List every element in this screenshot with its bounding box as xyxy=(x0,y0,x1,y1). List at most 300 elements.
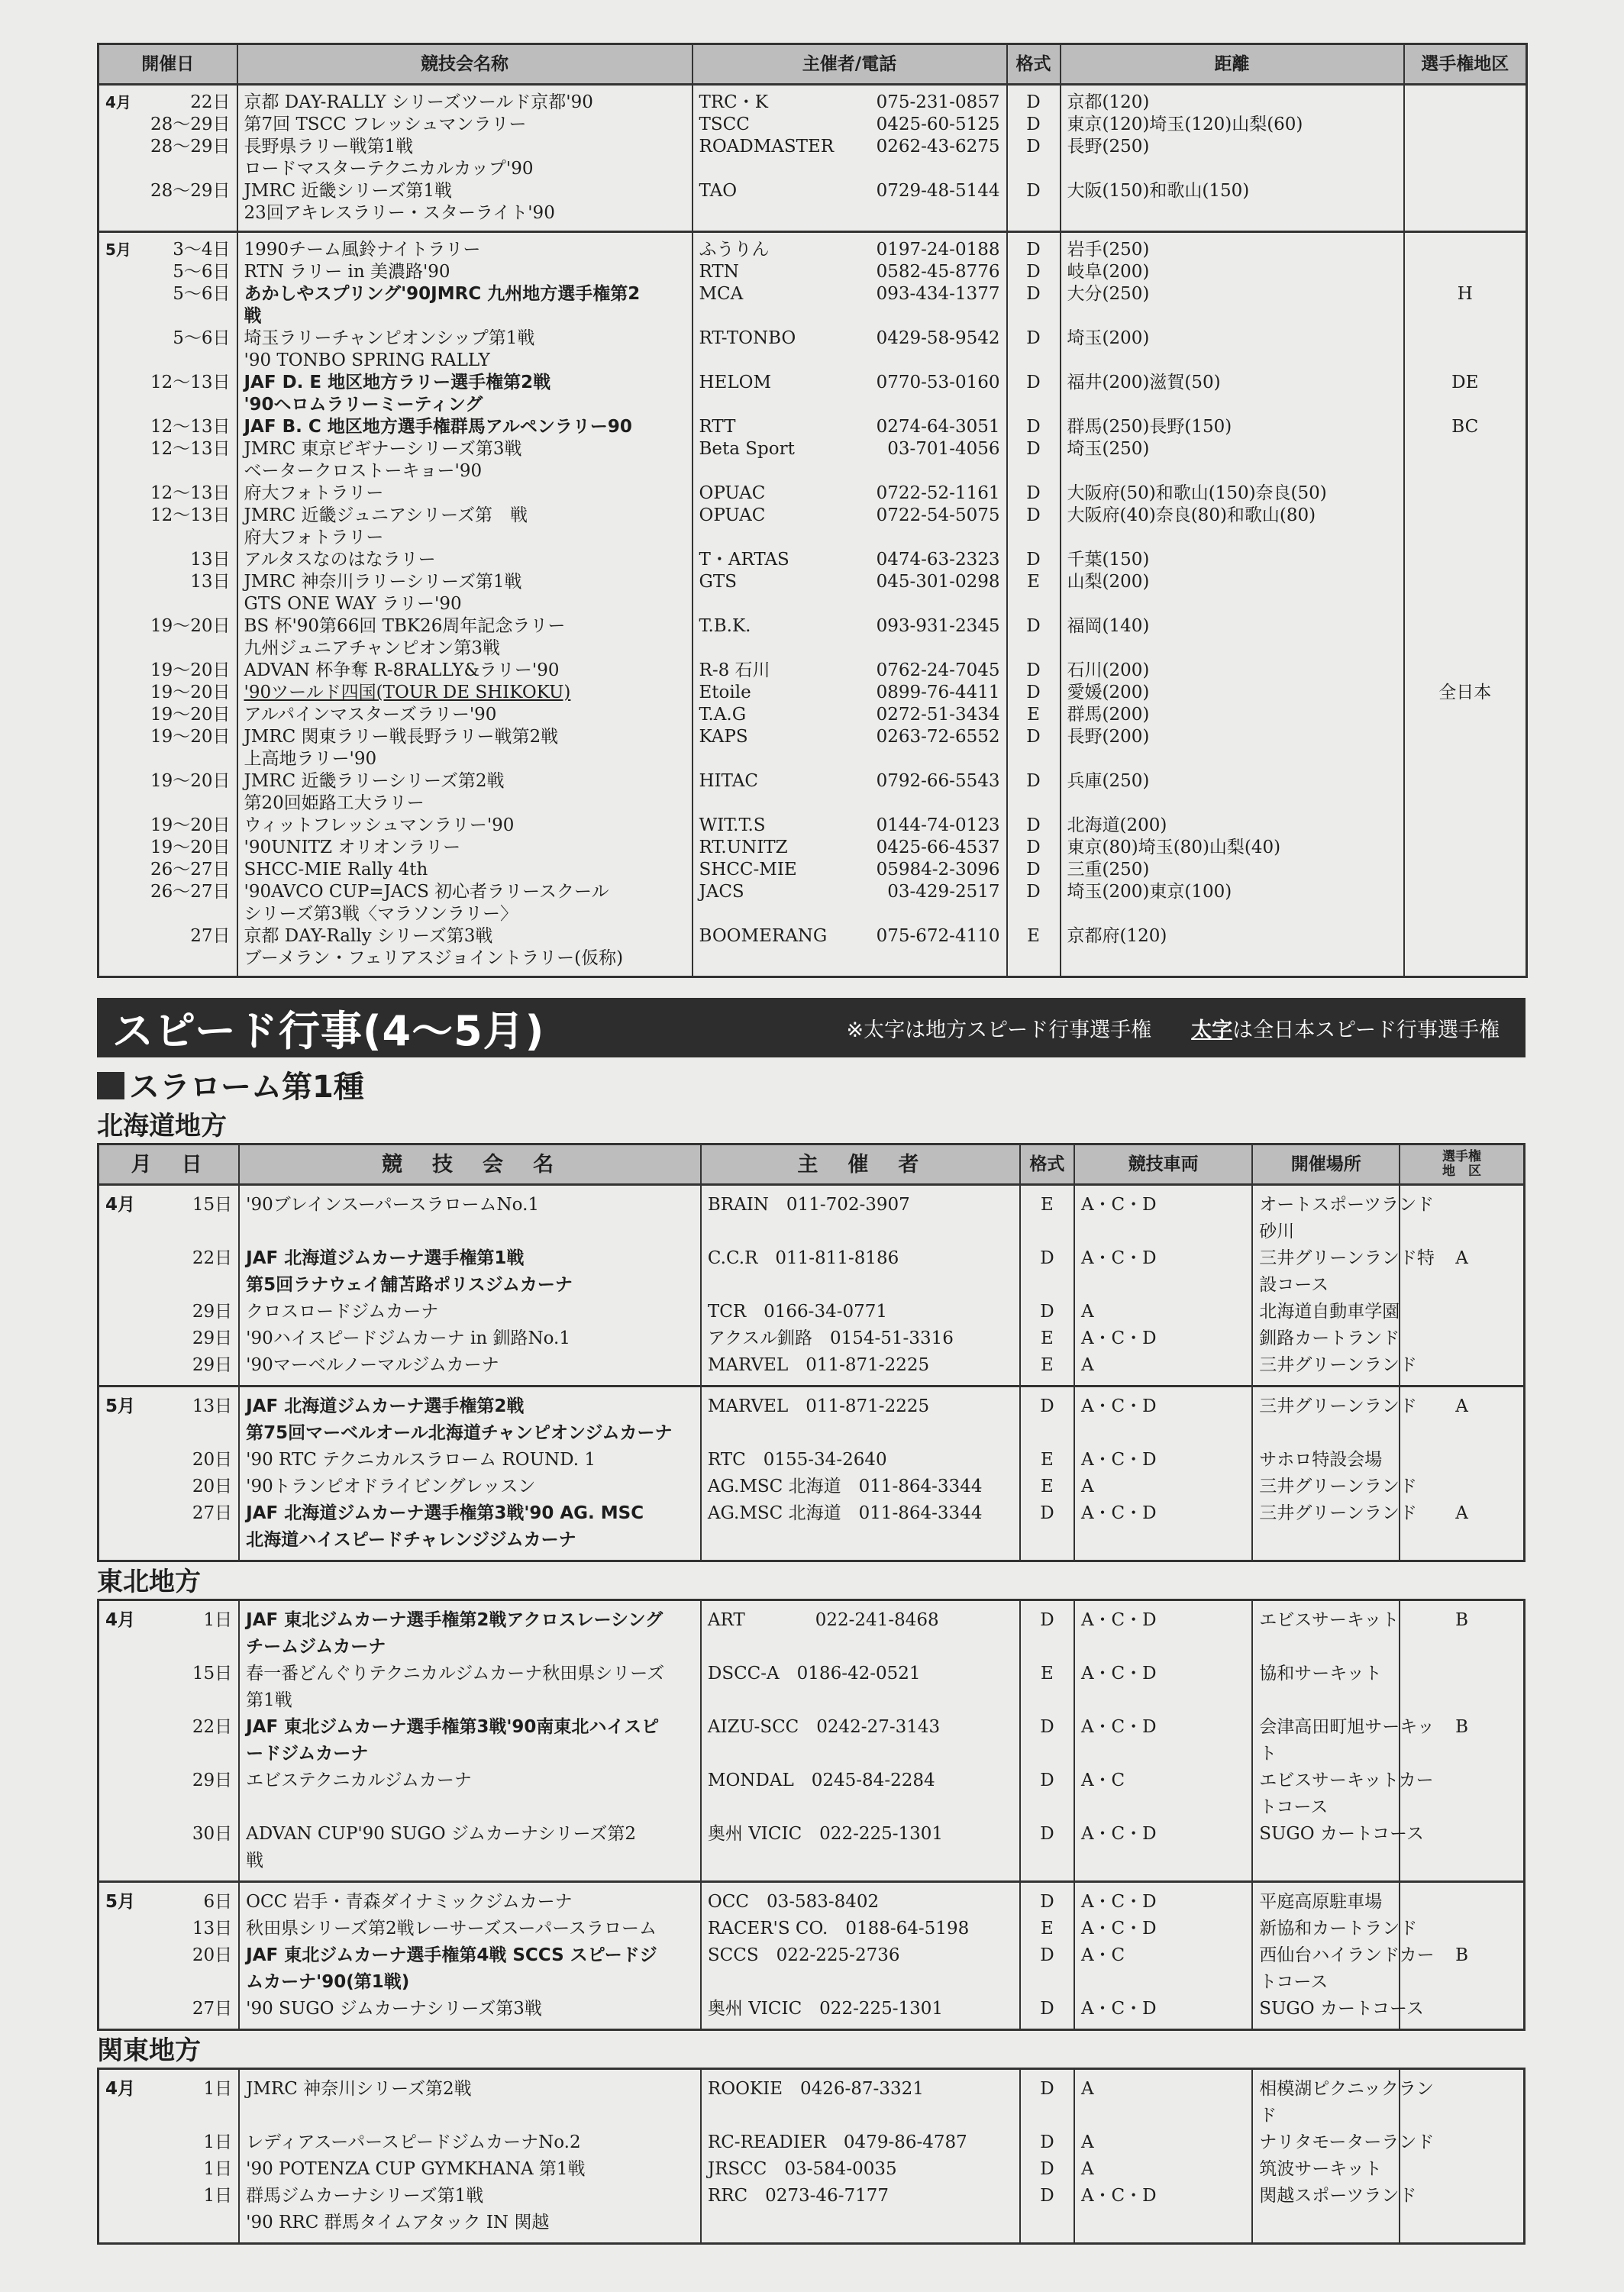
text-line: RTN ラリー in 美濃路'90 xyxy=(244,262,450,282)
rally-row xyxy=(98,283,1527,328)
text-line: 春一番どんぐりテクニカルジムカーナ秋田県シリーズ xyxy=(246,1664,665,1683)
text-line: 関越スポーツランド xyxy=(1259,2186,1417,2206)
text-line: 戦 xyxy=(244,306,262,326)
date-cell xyxy=(98,1767,240,1821)
organizer-name: TRC・K xyxy=(699,92,768,112)
banner-note-regional: ※太字は地方スピード行事選手権 xyxy=(846,1018,1152,1042)
event-name-cell xyxy=(237,859,693,881)
date-wrap xyxy=(105,283,231,305)
date-cell xyxy=(98,881,237,925)
car-class-cell: A・C・D xyxy=(1074,1996,1252,2030)
rally-row xyxy=(98,483,1527,505)
text-line: 第5回ラナウェイ舗苫路ポリスジムカーナ xyxy=(246,1275,573,1295)
date-cell xyxy=(98,114,237,136)
format-cell: D xyxy=(1007,438,1061,483)
text-line: 第75回マーベルオール北海道チャンピオンジムカーナ xyxy=(246,1423,673,1443)
region-cell xyxy=(1404,770,1527,815)
organizer-name: OPUAC xyxy=(699,483,766,503)
car-class-cell: A xyxy=(1074,2129,1252,2156)
text-line: 三井グリーンランド xyxy=(1259,1396,1417,1416)
venue-cell xyxy=(1252,1299,1400,1325)
organizer-phone: 075-672-4110 xyxy=(876,926,1000,946)
event-name-cell xyxy=(237,372,693,416)
car-class-cell: A xyxy=(1074,1474,1252,1500)
organizer-cell: JRSCC 03-584-0035 xyxy=(701,2156,1020,2183)
day-label: 1日 xyxy=(203,2159,233,2179)
event-name-cell xyxy=(237,483,693,505)
rally-row xyxy=(98,328,1527,372)
organizer-wrap xyxy=(699,180,1000,202)
organizer-phone: 05984-2-3096 xyxy=(876,860,1000,880)
day-label: 15日 xyxy=(192,1664,233,1683)
day-label: 20日 xyxy=(192,1450,233,1470)
car-class-cell: A・C・D xyxy=(1074,1600,1252,1661)
text-line: SUGO カートコース xyxy=(1259,1824,1424,1844)
rally-row xyxy=(98,180,1527,232)
speed-header-cell: 主 催 者 xyxy=(701,1144,1020,1185)
speed-table xyxy=(97,1599,1526,2031)
organizer-wrap xyxy=(699,372,1000,394)
distance-cell: 東京(120)埼玉(120)山梨(60) xyxy=(1061,114,1404,136)
date-wrap xyxy=(105,2156,232,2183)
text-line: 長野県ラリー戦第1戦 xyxy=(244,137,414,157)
distance-cell: 三重(250) xyxy=(1061,859,1404,881)
speed-header-cell: 月 日 xyxy=(98,1144,240,1185)
text-line: BS 杯'90第66回 TBK26周年記念ラリー xyxy=(244,616,566,636)
format-cell: D xyxy=(1020,2069,1074,2130)
text-line: JAF D. E 地区地方ラリー選手権第2戦 xyxy=(244,373,551,392)
region-cell: A xyxy=(1400,1500,1524,1561)
format-cell: D xyxy=(1007,549,1061,571)
text-line: SHCC-MIE Rally 4th xyxy=(244,860,428,880)
format-cell: E xyxy=(1007,571,1061,615)
text-line: OCC 岩手・青森ダイナミックジムカーナ xyxy=(246,1892,573,1912)
organizer-phone: 0722-54-5075 xyxy=(876,505,1000,525)
speed-row xyxy=(98,1500,1525,1561)
distance-cell: 群馬(200) xyxy=(1061,704,1404,726)
text-line: '90トランピオドライビングレッスン xyxy=(246,1477,536,1496)
date-cell xyxy=(98,549,237,571)
organizer-name: RTN xyxy=(699,262,739,282)
date-cell xyxy=(98,1996,240,2030)
day-label: 1日 xyxy=(203,2132,233,2152)
text-line: アルタスなのはなラリー xyxy=(244,550,436,570)
text-line: '90ブレインスーパースラロームNo.1 xyxy=(246,1195,540,1215)
region-cell xyxy=(1400,1185,1524,1246)
rally-row xyxy=(98,726,1527,770)
speed-row xyxy=(98,1714,1525,1767)
format-cell: D xyxy=(1007,505,1061,549)
rally-row xyxy=(98,571,1527,615)
rally-header-cell: 開催日 xyxy=(98,44,237,85)
region-cell xyxy=(1404,726,1527,770)
organizer-phone: 0792-66-5543 xyxy=(876,771,1000,791)
car-class-cell: A xyxy=(1074,2069,1252,2130)
text-line: 九州ジュニアチャンピオン第3戦 xyxy=(244,638,500,658)
speed-row xyxy=(98,2069,1525,2130)
date-cell xyxy=(98,85,237,115)
event-name-cell xyxy=(237,660,693,682)
text-line: JAF 北海道ジムカーナ選手権第2戦 xyxy=(246,1396,525,1416)
date-wrap xyxy=(105,438,231,460)
date-cell xyxy=(98,1245,240,1299)
organizer-cell xyxy=(693,815,1007,837)
rally-row xyxy=(98,416,1527,438)
date-wrap xyxy=(105,261,231,283)
day-label: 27日 xyxy=(192,1503,233,1523)
date-cell xyxy=(98,1882,240,1916)
text-line: 三井グリーンランド xyxy=(1259,1503,1417,1523)
region-cell xyxy=(1404,837,1527,859)
rally-row xyxy=(98,261,1527,283)
date-cell xyxy=(98,770,237,815)
region-cell: 全日本 xyxy=(1404,682,1527,704)
organizer-phone: 03-701-4056 xyxy=(887,439,1000,459)
region-cell xyxy=(1404,815,1527,837)
organizer-cell: AG.MSC 北海道 011-864-3344 xyxy=(701,1500,1020,1561)
date-wrap xyxy=(105,1299,232,1325)
day-label: 22日 xyxy=(192,1717,233,1737)
organizer-cell xyxy=(693,438,1007,483)
rally-header-cell: 距離 xyxy=(1061,44,1404,85)
organizer-name: KAPS xyxy=(699,727,748,747)
day-label: 13日 xyxy=(192,1396,233,1416)
organizer-cell: 奥州 VICIC 022-225-1301 xyxy=(701,1821,1020,1882)
text-line: ド xyxy=(1259,2106,1277,2126)
date-wrap xyxy=(105,2076,232,2103)
day-label: 12〜13日 xyxy=(150,439,231,459)
organizer-name: GTS xyxy=(699,572,737,592)
organizer-name: HELOM xyxy=(699,373,772,392)
date-wrap xyxy=(105,770,231,793)
format-cell: D xyxy=(1007,859,1061,881)
region-cell xyxy=(1404,261,1527,283)
day-label: 28〜29日 xyxy=(150,181,231,201)
date-cell xyxy=(98,1821,240,1882)
date-cell xyxy=(98,283,237,328)
rally-row xyxy=(98,704,1527,726)
speed-row xyxy=(98,1821,1525,1882)
text-line: 23回アキレスラリー・スターライト'90 xyxy=(244,203,555,223)
organizer-cell xyxy=(693,925,1007,977)
text-line: ADVAN 杯争奪 R-8RALLY&ラリー'90 xyxy=(244,660,560,680)
format-cell: D xyxy=(1007,232,1061,262)
text-line: トコース xyxy=(1259,1797,1329,1817)
distance-cell: 埼玉(250) xyxy=(1061,438,1404,483)
venue-cell xyxy=(1252,1661,1400,1714)
text-line: 筑波サーキット xyxy=(1259,2159,1382,2179)
venue-cell xyxy=(1252,1352,1417,1386)
speed-row xyxy=(98,2156,1525,2183)
distance-cell: 大阪(150)和歌山(150) xyxy=(1061,180,1404,232)
region-cell xyxy=(1404,328,1527,372)
format-cell: E xyxy=(1020,1447,1074,1474)
organizer-cell: RRC 0273-46-7177 xyxy=(701,2183,1020,2244)
organizer-wrap xyxy=(699,726,1000,748)
organizer-phone: 0274-64-3051 xyxy=(876,417,1000,437)
organizer-phone: 093-931-2345 xyxy=(876,616,1000,636)
distance-cell: 千葉(150) xyxy=(1061,549,1404,571)
month-label: 4月 xyxy=(105,1195,136,1215)
organizer-wrap xyxy=(699,549,1000,571)
day-label: 28〜29日 xyxy=(150,115,231,134)
format-cell: E xyxy=(1020,1661,1074,1714)
date-cell xyxy=(98,483,237,505)
region-cell xyxy=(1404,859,1527,881)
date-wrap xyxy=(105,859,231,881)
text-line: エビステクニカルジムカーナ xyxy=(246,1771,472,1790)
date-cell xyxy=(98,571,237,615)
rally-row xyxy=(98,682,1527,704)
text-line: '90 SUGO ジムカーナシリーズ第3戦 xyxy=(246,1999,542,2019)
rally-row xyxy=(98,505,1527,549)
text-line: '90 POTENZA CUP GYMKHANA 第1戦 xyxy=(246,2159,586,2179)
format-cell: D xyxy=(1007,881,1061,925)
speed-row xyxy=(98,1386,1525,1448)
date-wrap xyxy=(105,1767,232,1794)
event-name-cell xyxy=(237,505,693,549)
speed-row xyxy=(98,1661,1525,1714)
rally-row xyxy=(98,232,1527,262)
car-class-cell: A・C・D xyxy=(1074,1916,1252,1942)
organizer-wrap xyxy=(699,815,1000,837)
organizer-phone: 0144-74-0123 xyxy=(876,815,1000,835)
format-cell: D xyxy=(1007,726,1061,770)
organizer-cell xyxy=(693,770,1007,815)
text-line: 府大フォトラリー xyxy=(244,528,384,547)
car-class-cell: A・C xyxy=(1074,1942,1252,1996)
date-cell xyxy=(98,328,237,372)
rally-header-cell: 格式 xyxy=(1007,44,1061,85)
day-label: 26〜27日 xyxy=(150,860,231,880)
rally-row xyxy=(98,615,1527,660)
date-wrap xyxy=(105,1714,232,1741)
organizer-cell: MARVEL 011-871-2225 xyxy=(701,1386,1020,1448)
speed-row xyxy=(98,1325,1525,1352)
date-cell xyxy=(98,1185,240,1246)
organizer-cell: TCR 0166-34-0771 xyxy=(701,1299,1020,1325)
format-cell: D xyxy=(1007,815,1061,837)
text-line: JMRC 神奈川ラリーシリーズ第1戦 xyxy=(244,572,522,592)
region-cell: A xyxy=(1400,1245,1524,1299)
distance-cell: 京都府(120) xyxy=(1061,925,1404,977)
organizer-cell xyxy=(693,483,1007,505)
organizer-phone: 0582-45-8776 xyxy=(876,262,1000,282)
day-label: 12〜13日 xyxy=(150,483,231,503)
organizer-phone: 0722-52-1161 xyxy=(876,483,1000,503)
text-line: 会津高田町旭サーキッ xyxy=(1259,1717,1435,1737)
region-cell xyxy=(1404,571,1527,615)
text-line: JMRC 近畿シリーズ第1戦 xyxy=(244,181,452,201)
organizer-cell: AIZU-SCC 0242-27-3143 xyxy=(701,1714,1020,1767)
organizer-phone: 0429-58-9542 xyxy=(876,328,1000,348)
day-label: 19〜20日 xyxy=(150,616,231,636)
distance-cell: 福岡(140) xyxy=(1061,615,1404,660)
organizer-phone: 093-434-1377 xyxy=(876,284,1000,304)
organizer-name: TSCC xyxy=(699,115,750,134)
region-cell xyxy=(1404,438,1527,483)
date-wrap xyxy=(105,372,231,394)
text-line: 埼玉ラリーチャンピオンシップ第1戦 xyxy=(244,328,535,348)
car-class-cell: A・C・D xyxy=(1074,1661,1252,1714)
text-line: JMRC 近畿ジュニアシリーズ第 戦 xyxy=(244,505,528,525)
text-line: ウィットフレッシュマンラリー'90 xyxy=(244,815,515,835)
date-cell xyxy=(98,704,237,726)
venue-cell xyxy=(1252,1942,1435,1996)
region-cell xyxy=(1400,1474,1524,1500)
event-name-cell xyxy=(237,571,693,615)
day-label: 27日 xyxy=(192,1999,233,2019)
text-line: 第20回姫路工大ラリー xyxy=(244,793,425,813)
venue-cell xyxy=(1252,1600,1400,1661)
day-label: 19〜20日 xyxy=(150,838,231,857)
rally-row xyxy=(98,136,1527,180)
event-name-cell xyxy=(237,615,693,660)
region-cell xyxy=(1400,1447,1524,1474)
banner-note-rest: は全日本スピード行事選手権 xyxy=(1232,1018,1500,1042)
format-cell: D xyxy=(1007,416,1061,438)
organizer-name: HITAC xyxy=(699,771,758,791)
organizer-name: JACS xyxy=(699,882,744,902)
car-class-cell: A・C・D xyxy=(1074,1325,1252,1352)
format-cell: E xyxy=(1020,1325,1074,1352)
distance-cell: 北海道(200) xyxy=(1061,815,1404,837)
organizer-wrap xyxy=(699,704,1000,726)
rally-row xyxy=(98,859,1527,881)
regions xyxy=(97,1109,1526,2245)
text-line: あかしやスプリング'90JMRC 九州地方選手権第2 xyxy=(244,284,641,304)
date-wrap xyxy=(105,1607,232,1634)
text-line: ロードマスターテクニカルカップ'90 xyxy=(244,159,534,179)
text-line: オートスポーツランド xyxy=(1259,1195,1435,1215)
text-line: 砂川 xyxy=(1259,1222,1295,1241)
event-name-cell xyxy=(237,549,693,571)
date-wrap xyxy=(105,505,231,527)
day-label: 20日 xyxy=(192,1945,233,1965)
date-wrap xyxy=(105,92,231,114)
region-cell xyxy=(1404,483,1527,505)
organizer-phone: 0262-43-6275 xyxy=(876,137,1000,157)
organizer-name: WIT.T.S xyxy=(699,815,766,835)
organizer-phone: 0729-48-5144 xyxy=(876,181,1000,201)
format-cell: E xyxy=(1007,925,1061,977)
distance-cell: 大阪府(40)奈良(80)和歌山(80) xyxy=(1061,505,1404,549)
organizer-wrap xyxy=(699,483,1000,505)
region-title: 北海道地方 xyxy=(97,1111,227,1141)
event-name-cell xyxy=(237,261,693,283)
format-cell: D xyxy=(1007,85,1061,115)
date-wrap xyxy=(105,815,231,837)
day-label: 29日 xyxy=(192,1771,233,1790)
text-line: レディアスーパースピードジムカーナNo.2 xyxy=(246,2132,581,2152)
event-name-cell xyxy=(239,2156,701,2183)
organizer-phone: 045-301-0298 xyxy=(876,572,1000,592)
section-title-text: スラローム第1種 xyxy=(129,1070,364,1105)
region-cell xyxy=(1400,2183,1524,2244)
organizer-name: BOOMERANG xyxy=(699,926,828,946)
day-label: 28〜29日 xyxy=(150,137,231,157)
text-line: '90 RRC 群馬タイムアタック IN 関越 xyxy=(246,2213,550,2232)
venue-cell xyxy=(1252,2129,1435,2156)
date-wrap xyxy=(105,1474,232,1500)
region-cell: H xyxy=(1404,283,1527,328)
format-cell: D xyxy=(1020,1942,1074,1996)
region-cell xyxy=(1404,615,1527,660)
event-name-cell xyxy=(239,1996,701,2030)
format-cell: D xyxy=(1020,1882,1074,1916)
region-cell xyxy=(1400,1325,1524,1352)
format-cell: D xyxy=(1007,483,1061,505)
date-wrap xyxy=(105,615,231,638)
page xyxy=(97,43,1526,2245)
text-line: JAF B. C 地区地方選手権群馬アルペンラリー90 xyxy=(244,417,632,437)
date-wrap xyxy=(105,1821,232,1848)
format-cell: D xyxy=(1007,615,1061,660)
organizer-cell xyxy=(693,615,1007,660)
organizer-wrap xyxy=(699,261,1000,283)
date-cell xyxy=(98,505,237,549)
month-label: 4月 xyxy=(105,1610,136,1630)
organizer-cell: MONDAL 0245-84-2284 xyxy=(701,1767,1020,1821)
distance-cell: 長野(200) xyxy=(1061,726,1404,770)
day-label: 27日 xyxy=(190,926,231,946)
organizer-name: RTT xyxy=(699,417,736,437)
event-name-cell xyxy=(239,1600,701,1661)
text-line: 三井グリーンランド xyxy=(1259,1355,1417,1375)
text-line: ト xyxy=(1259,1744,1277,1764)
day-label: 13日 xyxy=(190,572,231,592)
text-line: '90ハイスピードジムカーナ in 釧路No.1 xyxy=(246,1328,570,1348)
date-cell xyxy=(98,180,237,232)
rally-header-row xyxy=(98,44,1527,85)
organizer-cell xyxy=(693,859,1007,881)
region-cell xyxy=(1404,505,1527,549)
event-name-cell xyxy=(239,1882,701,1916)
speed-header-cell: 競技車両 xyxy=(1074,1144,1252,1185)
text-line: 群馬ジムカーナシリーズ第1戦 xyxy=(246,2186,484,2206)
format-cell: E xyxy=(1007,704,1061,726)
event-name-cell xyxy=(237,815,693,837)
rally-header-cell: 主催者/電話 xyxy=(693,44,1007,85)
venue-cell xyxy=(1252,1821,1424,1882)
car-class-cell: A・C・D xyxy=(1074,1185,1252,1246)
distance-cell: 山梨(200) xyxy=(1061,571,1404,615)
car-class-cell: A xyxy=(1074,1299,1252,1325)
organizer-cell xyxy=(693,136,1007,180)
date-wrap xyxy=(105,2183,232,2210)
rally-row xyxy=(98,85,1527,115)
text-line: 設コース xyxy=(1259,1275,1329,1295)
format-cell: D xyxy=(1020,1767,1074,1821)
venue-cell xyxy=(1252,2156,1400,2183)
format-cell: D xyxy=(1007,372,1061,416)
text-line: 協和サーキット xyxy=(1259,1664,1382,1683)
event-name-cell xyxy=(237,114,693,136)
day-label: 29日 xyxy=(192,1355,233,1375)
text-line: 平庭高原駐車場 xyxy=(1259,1892,1383,1912)
event-name-cell xyxy=(237,770,693,815)
day-label: 19〜20日 xyxy=(150,705,231,725)
organizer-cell: AG.MSC 北海道 011-864-3344 xyxy=(701,1474,1020,1500)
date-wrap xyxy=(105,136,231,158)
date-wrap xyxy=(105,1393,232,1420)
venue-cell xyxy=(1252,1245,1435,1299)
distance-cell: 東京(80)埼玉(80)山梨(40) xyxy=(1061,837,1404,859)
format-cell: D xyxy=(1020,2129,1074,2156)
day-label: 12〜13日 xyxy=(150,417,231,437)
day-label: 29日 xyxy=(192,1302,233,1322)
text-line: '90ツールド四国(TOUR DE SHIKOKU) xyxy=(244,683,571,702)
